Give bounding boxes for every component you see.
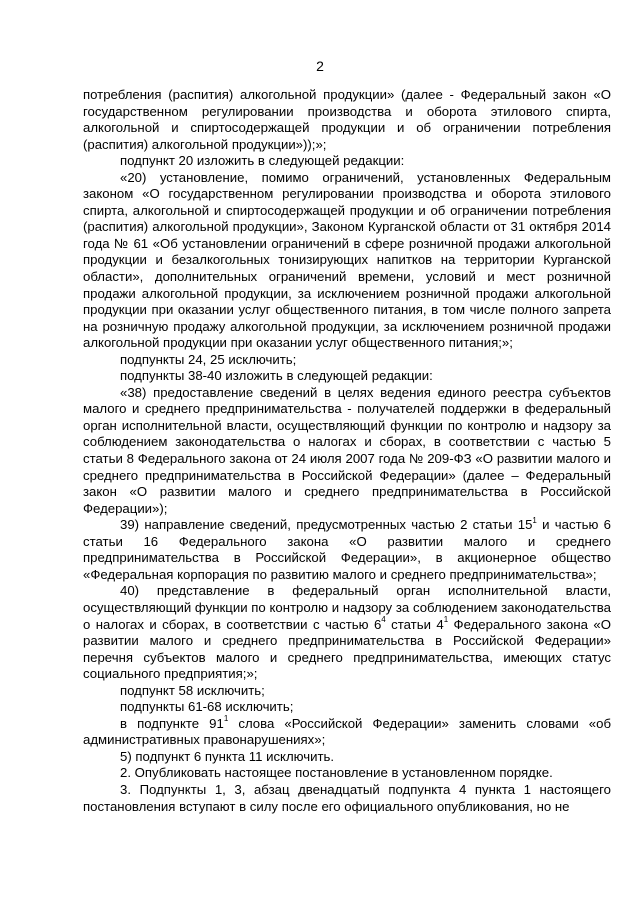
text-run: 39) направление сведений, предусмотренных частью 2 статьи 15 [120,517,533,533]
paragraph: «20) установление, помимо ограничений, установленных Федеральным законом «О государственном регулировании производства и оборота этилового спирта, алкогольной и спиртосодержащей продукции и об ограничении потребления (распития) алкогольной продукции», Законом Курганской области от 31 октября 2014 года № 61 «Об установлении ограничений в сфере розничной продажи алкогольной продукции и безалкогольных тонизирующих напитков на территории Курганской области», дополнительных ограничений времени, условий и мест розничной продажи алкогольной продукции, за исключением розничной продажи алкогольной продукции при оказании услуг общественного питания, в том числе полного запрета на розничную продажу алкогольной продукции, за исключением розничной продажи алкогольной продукции при оказании услуг общественного питания;»; [83,169,611,351]
document-body [83,87,611,815]
paragraph [83,517,611,583]
text-run: статьи 4 [385,616,444,632]
paragraph: подпункт 20 изложить в следующей редакции: [120,153,405,169]
text-run: в подпункте 91 [120,715,224,731]
paragraph: 2. Опубликовать настоящее постановление в установленном порядке. [120,765,553,781]
paragraph: потребления (распития) алкогольной продукции» (далее - Федеральный закон «О государственном регулировании производства и оборота этилового спирта, алкогольной и спиртосодержащей продукции и об ограничении потребления (распития) алкогольной продукции»));»; [83,87,611,152]
superscript: 4 [381,615,386,625]
paragraph: 3. Подпункты 1, 3, абзац двенадцатый подпункта 4 пункта 1 настоящего постановления вступают в силу после его официального опубликования, но не [83,781,611,814]
paragraph [83,716,611,749]
paragraph: подпункты 24, 25 исключить; [120,351,297,367]
text-run: 40) представление в федеральный орган исполнительной власти, осуществляющий функции по контролю и надзору за соблюдением законодательства о налогах и сборах, в соответствии с частью 6 [83,583,611,632]
superscript: 1 [223,714,229,724]
paragraph: подпункты 38-40 изложить в следующей редакции: [120,368,433,384]
text-run: и частью 6 статьи 16 Федерального закона «О развитии малого и среднего предпринимательства в Российской Федерации», в акционерное общество «Федеральная корпорация по развитию малого и среднего предпринимательства»; [83,517,611,582]
text-run: Федерального закона «О развитии малого и среднего предпринимательства в Российской Федерации» перечня субъектов малого и среднего предпринимательства, имеющих статус социального предприятия;»; [83,616,611,682]
paragraph: «38) предоставление сведений в целях ведения единого реестра субъектов малого и среднего предпринимательства - получателей поддержки в федеральный орган исполнительной власти, осуществляющий функции по контролю и надзору за соблюдением законодательства о налогах и сборах, в соответствии с частью 5 статьи 8 Федерального закона от 24 июля 2007 года № 209-ФЗ «О развитии малого и среднего предпринимательства в Российской Федерации» (далее – Федеральный закон «О развитии малого и среднего предпринимательства в Российской Федерации»); [83,384,611,516]
paragraph: подпункты 61-68 исключить; [120,699,294,715]
paragraph: подпункт 58 исключить; [120,682,265,698]
superscript: 1 [532,515,537,525]
text-run: слова «Российской Федерации» заменить словами «об административных правонарушениях»; [83,715,611,748]
paragraph: 5) подпункт 6 пункта 11 исключить. [120,748,335,764]
paragraph [83,583,611,682]
superscript: 1 [443,615,449,625]
page-number: 2 [316,58,324,74]
